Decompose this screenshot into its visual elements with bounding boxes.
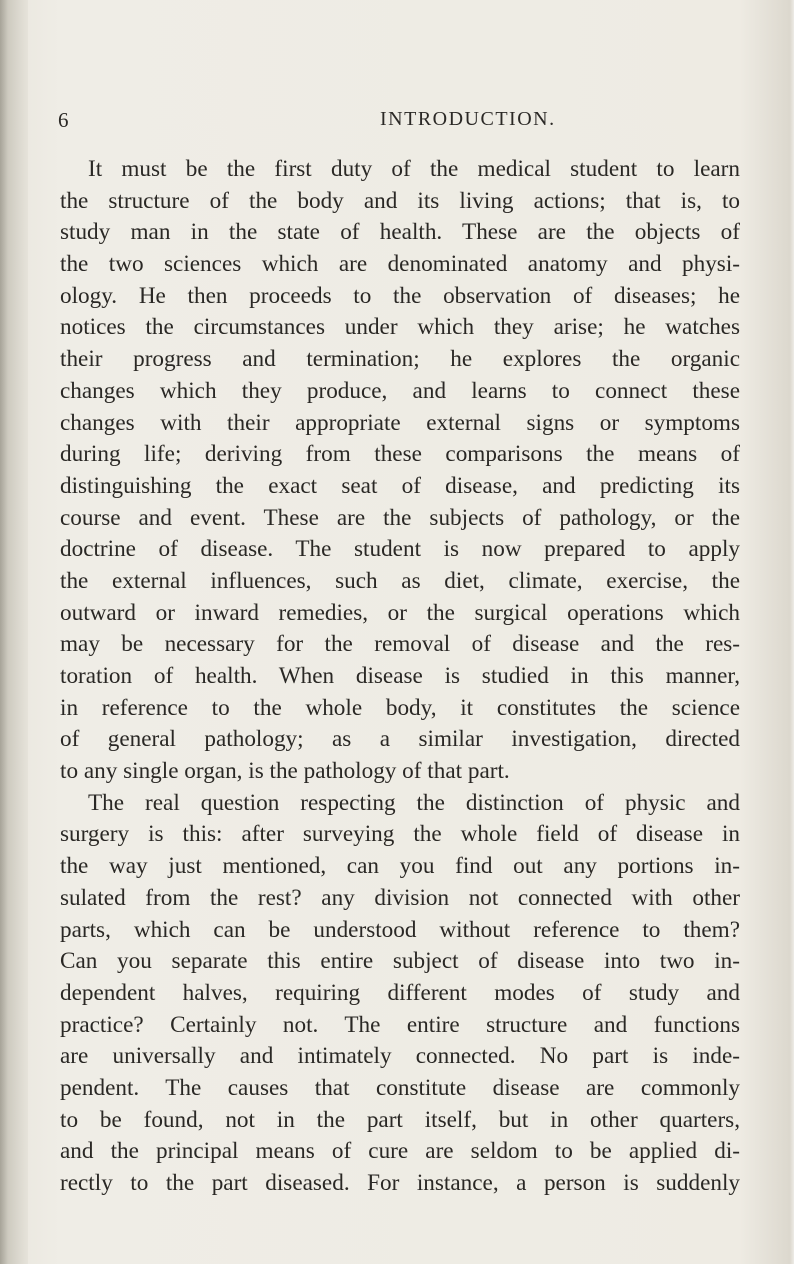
text-line: the two sciences which are denominated anatomy and physi- [60,251,740,278]
text-line: in reference to the whole body, it constitutes the science [60,694,740,721]
body-text [60,154,740,1200]
text-line: dependent halves, requiring different modes of study and [60,979,740,1006]
text-line: of general pathology; as a similar investigation, directed [60,726,740,753]
text-line: outward or inward remedies, or the surgical operations which [60,599,740,626]
text-line: rectly to the part diseased. For instance, a person is suddenly [60,1170,740,1196]
text-line: practice? Certainly not. The entire structure and functions [60,1011,740,1038]
text-line: the structure of the body and its living actions; that is, to [60,187,740,214]
text-line: sulated from the rest? any division not connected with other [60,884,740,911]
binding-shadow [0,0,28,1264]
text-line: pendent. The causes that constitute disease are commonly [60,1074,740,1101]
text-line: parts, which can be understood without reference to them? [60,916,740,943]
text-line: and the principal means of cure are seldom to be applied di- [60,1138,740,1165]
text-line: Can you separate this entire subject of disease into two in- [60,948,740,975]
page-edge [794,0,800,1264]
running-title: INTRODUCTION. [380,108,556,130]
text-line: distinguishing the exact seat of disease, and predicting its [60,472,740,499]
text-line: to be found, not in the part itself, but in other quarters, [60,1106,740,1133]
text-line: doctrine of disease. The student is now prepared to apply [60,536,740,563]
text-line: study man in the state of health. These are the objects of [60,219,740,246]
text-line: surgery is this: after surveying the whole field of disease in [60,821,740,848]
text-line: changes with their appropriate external signs or symptoms [60,409,740,436]
text-line: to any single organ, is the pathology of that part. [60,758,510,785]
text-line: The real question respecting the distinction of physic and [88,789,740,816]
text-line: changes which they produce, and learns to connect these [60,377,740,404]
running-head [58,108,758,138]
text-line: course and event. These are the subjects of pathology, or the [60,504,740,531]
text-line: notices the circumstances under which they arise; he watches [60,314,740,341]
text-line: during life; deriving from these comparisons the means of [60,441,740,468]
page-number: 6 [58,108,69,132]
text-line: the external influences, such as diet, climate, exercise, the [60,567,740,594]
text-line: the way just mentioned, can you find out any portions in- [60,853,740,880]
text-line: are universally and intimately connected. No part is inde- [60,1043,740,1070]
text-line: toration of health. When disease is studied in this manner, [60,663,740,689]
text-line: It must be the first duty of the medical student to learn [88,156,740,182]
text-line: ology. He then proceeds to the observation of diseases; he [60,282,740,309]
text-line: may be necessary for the removal of disease and the res- [60,631,740,658]
text-line: their progress and termination; he explores the organic [60,346,740,373]
